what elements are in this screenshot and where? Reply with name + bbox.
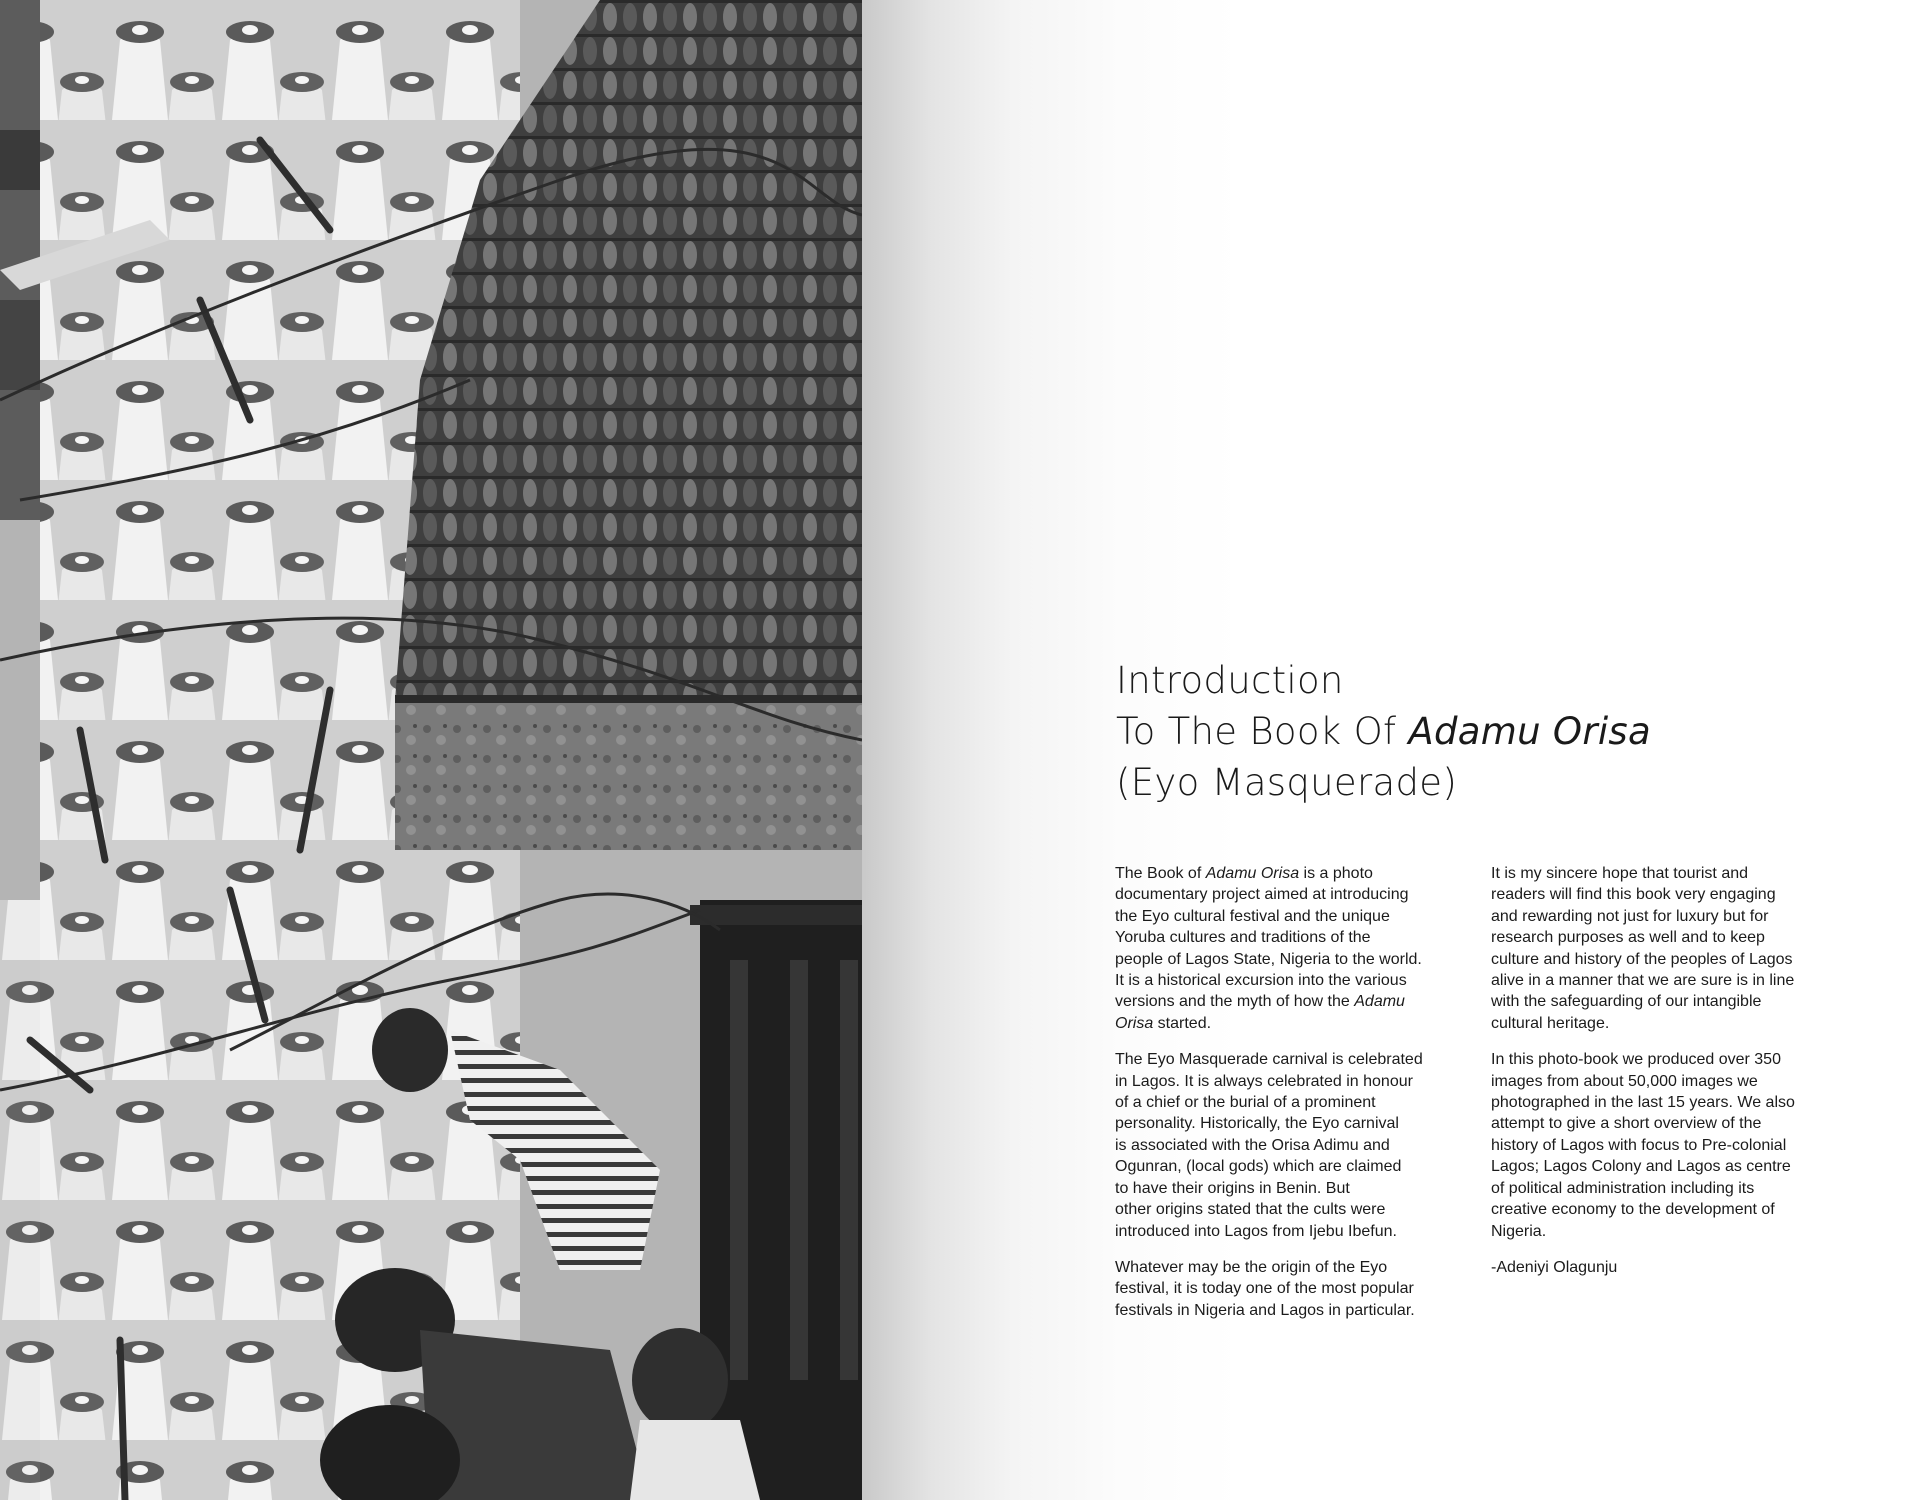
paragraph-photo-book (1491, 1049, 1851, 1242)
text-line: Lagos; Lagos Colony and Lagos as centre (1491, 1158, 1791, 1176)
author-signature: -Adeniyi Olagunju (1491, 1258, 1618, 1276)
text-line: the Eyo cultural festival and the unique (1115, 907, 1390, 925)
text-line: festival, it is today one of the most popular (1115, 1280, 1414, 1298)
text-line: people of Lagos State, Nigeria to the world. (1115, 950, 1422, 968)
text-line: of a chief or the burial of a prominent (1115, 1094, 1376, 1112)
text-line: readers will find this book very engaging (1491, 886, 1776, 904)
text-column-right (1491, 863, 1851, 1278)
title-line-2-prefix: To The Book Of (1116, 710, 1409, 753)
text-line: The Book of Adamu Orisa is a photo (1115, 865, 1373, 882)
text-line: attempt to give a short overview of the (1491, 1115, 1762, 1133)
text-line: is associated with the Orisa Adimu and (1115, 1136, 1390, 1154)
text-line: Nigeria. (1491, 1222, 1547, 1240)
title-line-1: Introduction (1116, 659, 1344, 702)
text-line: personality. Historically, the Eyo carnival (1115, 1115, 1399, 1133)
text-line: and rewarding not just for luxury but for (1491, 907, 1769, 925)
text-page (862, 0, 1915, 1500)
paragraph-author-hope (1491, 863, 1851, 1034)
text-line: cultural heritage. (1491, 1014, 1610, 1032)
paragraph-festival-origin (1115, 1257, 1470, 1321)
text-line: photographed in the last 15 years. We also (1491, 1094, 1795, 1112)
text-column-left (1115, 863, 1470, 1321)
text-line: research purposes as well and to keep (1491, 929, 1765, 947)
text-line: alive in a manner that we are sure is in line (1491, 972, 1795, 990)
text-line: with the safeguarding of our intangible (1491, 993, 1762, 1011)
eyo-procession-photo (0, 0, 862, 1500)
text-line: versions and the myth of how the Adamu (1115, 993, 1405, 1011)
text-line: creative economy to the development of (1491, 1201, 1775, 1219)
text-line: Ogunran, (local gods) which are claimed (1115, 1158, 1402, 1176)
text-line: The Eyo Masquerade carnival is celebrated (1115, 1051, 1423, 1069)
text-line: festivals in Nigeria and Lagos in particular. (1115, 1301, 1415, 1319)
text-line: It is a historical excursion into the various (1115, 972, 1407, 990)
text-line: Yoruba cultures and traditions of the (1115, 929, 1371, 947)
text-line: In this photo-book we produced over 350 (1491, 1051, 1781, 1069)
photo-illustration (0, 0, 862, 1500)
text-line: It is my sincere hope that tourist and (1491, 865, 1749, 882)
page-title (1116, 655, 1651, 808)
text-line: to have their origins in Benin. But (1115, 1179, 1350, 1197)
text-line: culture and history of the peoples of Lagos (1491, 950, 1793, 968)
text-line: images from about 50,000 images we (1491, 1072, 1758, 1090)
paragraph-project-intro (1115, 863, 1470, 1034)
title-line-3: (Eyo Masquerade) (1116, 761, 1458, 804)
text-line: Orisa started. (1115, 1014, 1212, 1032)
text-line: in Lagos. It is always celebrated in honour (1115, 1072, 1413, 1090)
paragraph-eyo-carnival (1115, 1049, 1470, 1242)
text-line: Whatever may be the origin of the Eyo (1115, 1258, 1388, 1276)
text-line: introduced into Lagos from Ijebu Ibefun. (1115, 1222, 1397, 1240)
title-book-name: Adamu Orisa (1408, 710, 1651, 753)
title-line-2 (1116, 706, 1651, 757)
text-line: documentary project aimed at introducing (1115, 886, 1409, 904)
text-line: history of Lagos with focus to Pre-colonial (1491, 1136, 1787, 1154)
text-line: other origins stated that the cults were (1115, 1201, 1386, 1219)
text-line: of political administration including its (1491, 1179, 1755, 1197)
